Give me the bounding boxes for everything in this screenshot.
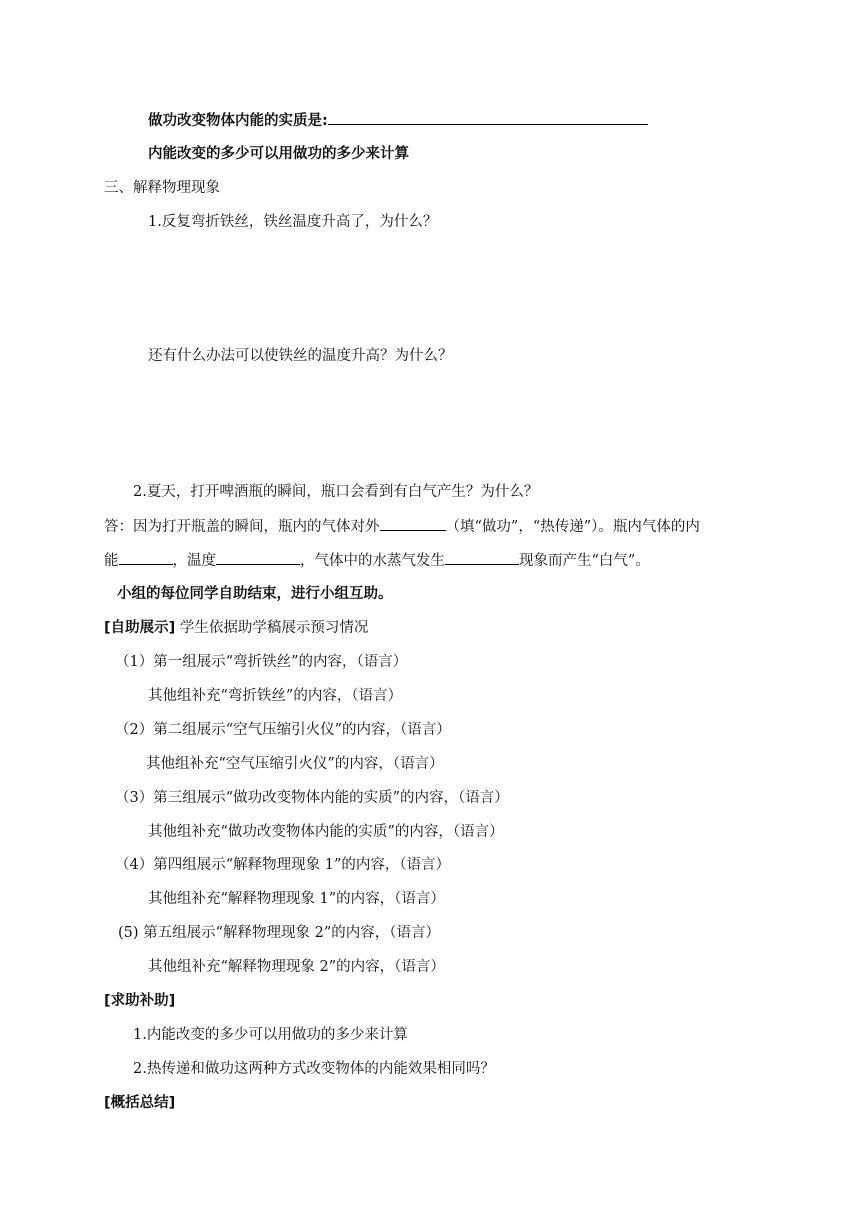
self-display-tag: [自助展示] [104,620,176,636]
seek-help-tag: [求助补助] [104,993,176,1009]
answer-text-4: ，温度 [172,553,216,569]
seek-help-item-2: 2.热传递和做功这两种方式改变物体的内能效果相同吗？ [133,1061,495,1077]
answer-text-5: ，气体中的水蒸气发生 [300,553,445,569]
answer-line-1 [104,516,700,537]
seek-help-item-1: 1.内能改变的多少可以用做功的多少来计算 [133,1027,408,1043]
self-display-header [104,618,368,638]
question-2: 2.夏天，打开啤酒瓶的瞬间，瓶口会看到有白气产生？为什么？ [133,484,539,500]
display-item-2: （2）第二组展示“空气压缩引火仪”的内容，（语言） [115,722,451,738]
answer-text-3: 能 [104,553,119,569]
question-1: 1.反复弯折铁丝，铁丝温度升高了，为什么？ [148,214,438,230]
question-1-followup: 还有什么办法可以使铁丝的温度升高？为什么？ [148,348,453,364]
group-help-note: 小组的每位同学自助结束，进行小组互助。 [117,586,393,602]
answer-blank-4 [445,550,519,565]
display-item-5-sub: 其他组补充“解释物理现象 2”的内容，（语言） [148,959,445,975]
answer-text-2: （填“做功”，“热传递”）。瓶内气体的内 [445,519,700,535]
display-item-1: （1）第一组展示“弯折铁丝”的内容，（语言） [115,654,408,670]
display-item-4-sub: 其他组补充“解释物理现象 1”的内容，（语言） [148,891,445,907]
answer-text-6: 现象而产生“白气”。 [519,553,650,569]
display-item-2-sub: 其他组补充“空气压缩引火仪”的内容，（语言） [146,756,444,772]
answer-blank-2 [119,550,173,565]
section-3-heading: 三、解释物理现象 [104,180,220,196]
calc-note: 内能改变的多少可以用做功的多少来计算 [148,146,409,162]
display-item-5: (5) 第五组展示“解释物理现象 2”的内容，（语言） [118,925,441,941]
answer-blank-1 [380,516,446,531]
essence-blank [328,110,648,125]
answer-line-2 [104,550,650,571]
display-item-1-sub: 其他组补充“弯折铁丝”的内容，（语言） [148,688,403,704]
display-item-3-sub: 其他组补充“做功改变物体内能的实质”的内容，（语言） [148,824,504,840]
essence-question [148,110,648,131]
self-display-intro: 学生依据助学稿展示预习情况 [179,620,369,636]
answer-blank-3 [216,550,300,565]
summary-tag: [概括总结] [104,1095,176,1111]
display-item-3: （3）第三组展示“做功改变物体内能的实质”的内容，（语言） [115,790,509,806]
display-item-4: （4）第四组展示“解释物理现象 1”的内容，（语言） [115,857,451,873]
answer-text-1: 答：因为打开瓶盖的瞬间，瓶内的气体对外 [104,519,380,535]
essence-label: 做功改变物体内能的实质是: [148,113,328,129]
